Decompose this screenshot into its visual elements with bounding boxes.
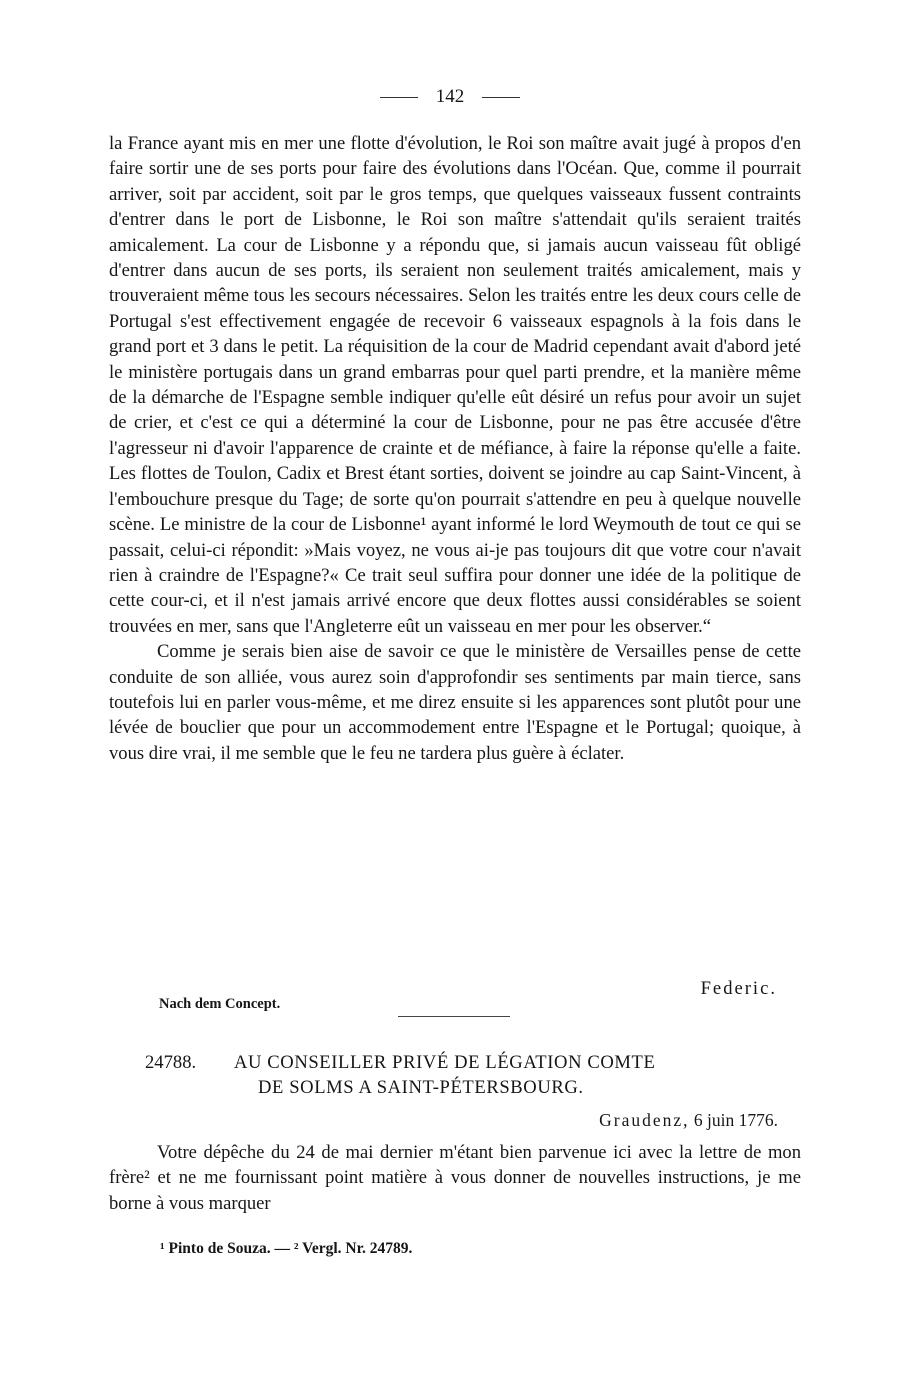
page-number-dash-right bbox=[482, 97, 520, 98]
page-number-dash-left bbox=[380, 97, 418, 98]
footnotes: ¹ Pinto de Souza. — ² Vergl. Nr. 24789. bbox=[160, 1240, 413, 1257]
dateline bbox=[599, 1110, 778, 1131]
letter-title-line2: DE SOLMS A SAINT-PÉTERSBOURG. bbox=[258, 1077, 584, 1098]
letter-opening: Votre dépêche du 24 de mai dernier m'étant bien parvenue ici avec la lettre de mon frère² et ne me fournissant point matière à vous donner de nouvelles instructions, je me borne à vous marquer bbox=[109, 1142, 801, 1214]
body-paragraph-1: la France ayant mis en mer une flotte d'évolution, le Roi son maître avait jugé à propos d'en faire sortir une de ses ports pour faire des évolutions dans l'Océan. Que, comme il pourrait arriver, soit par accident, soit par le gros temps, que quelques vaisseaux fussent contraints d'entrer dans le port de Lisbonne, le Roi son maître s'attendait qu'ils seraient traités amicalement. La cour de Lisbonne y a répondu que, si jamais aucun vaisseau fût obligé d'entrer dans aucun de ses ports, ils seraient non seulement traités amicalement, mais y trouveraient même tous les secours nécessaires. Selon les traités entre les deux cours celle de Portugal s'est effectivement engagée de recevoir 6 vaisseaux espagnols à la fois dans le grand port et 3 dans le petit. La réquisition de la cour de Madrid cependant avait d'abord jeté le ministère portugais dans un grand embarras pour quel parti prendre, et la manière même de la démarche de l'Espagne semble indiquer qu'elle eût désiré un refus pour avoir un sujet de crier, et c'est ce qui a déterminé la cour de Lisbonne, pour ne pas être accusée d'être l'agresseur ni d'avoir l'apparence de crainte et de méfiance, à faire la réponse qu'elle a faite. Les flottes de Toulon, Cadix et Brest étant sorties, doivent se joindre au cap Saint-Vincent, à l'embouchure presque du Tage; de sorte qu'on pourrait s'attendre en peu à quelque nouvelle scène. Le ministre de la cour de Lisbonne¹ ayant informé le lord Weymouth de tout ce qui se passait, celui-ci répondit: »Mais voyez, ne vous ai-je pas toujours dit que votre cour n'avait rien à craindre de l'Espagne?« Ce trait seul suffira pour donner une idée de la politique de cette cour-ci, et il n'est jamais arrivé encore que deux flottes aussi considérables se soient trouvées en mer, sans que l'Angleterre eût un vaisseau en mer pour les observer.“ bbox=[109, 133, 801, 637]
page-number-line bbox=[0, 86, 900, 108]
body-text bbox=[109, 131, 801, 766]
body-paragraph-2: Comme je serais bien aise de savoir ce que le ministère de Versailles pense de cette conduite de son alliée, vous aurez soin d'approfondir ses sentiments par main tierce, sans toutefois lui en parler vous-même, et me direz ensuite si les apparences sont plutôt pour une lévée de bouclier que pour un accommodement entre l'Espagne et le Portugal; quoique, à vous dire vrai, il me semble que le feu ne tardera plus guère à éclater. bbox=[109, 641, 801, 764]
page-number: 142 bbox=[435, 86, 465, 107]
section-divider bbox=[398, 1016, 510, 1017]
letter-title-line1: AU CONSEILLER PRIVÉ DE LÉGATION COMTE bbox=[234, 1052, 656, 1073]
source-note: Nach dem Concept. bbox=[159, 996, 281, 1012]
dateline-date: 6 juin 1776. bbox=[693, 1110, 778, 1130]
letter-number: 24788. bbox=[145, 1052, 197, 1073]
dateline-place: Graudenz, bbox=[599, 1110, 690, 1130]
letter-body bbox=[109, 1140, 801, 1216]
signature: Federic. bbox=[700, 978, 777, 999]
